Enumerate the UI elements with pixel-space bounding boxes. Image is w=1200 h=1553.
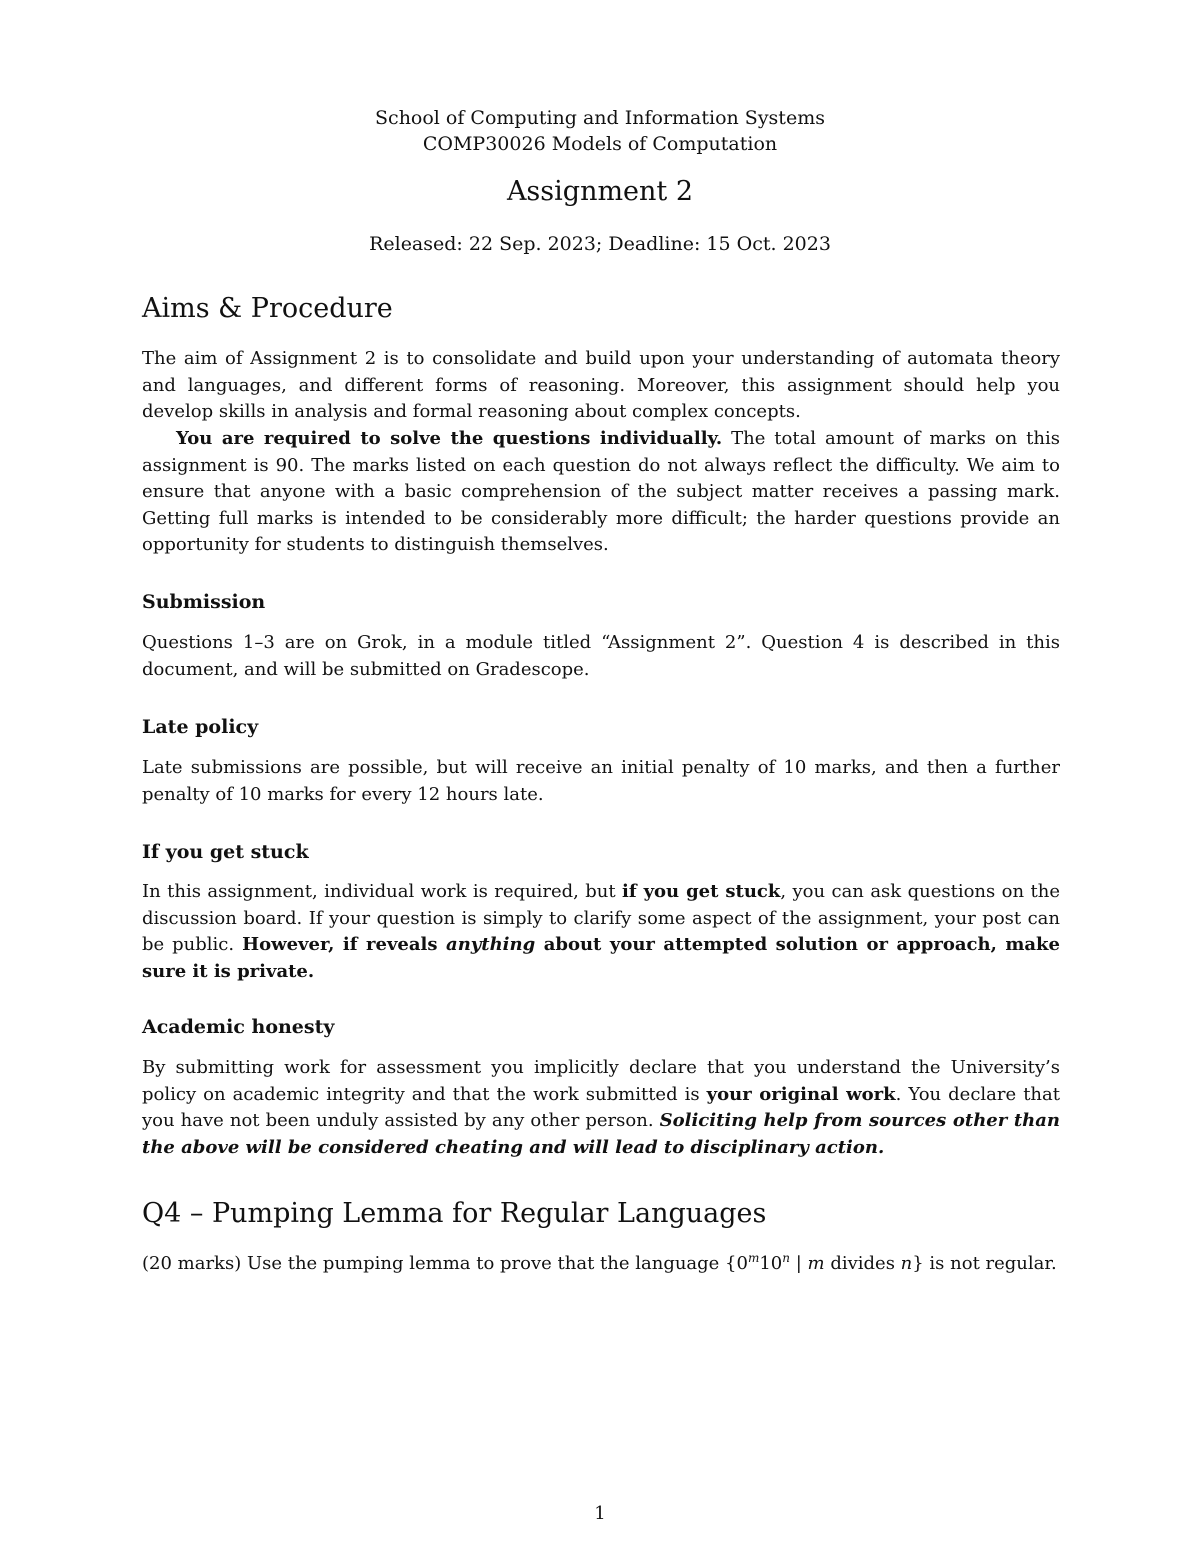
stuck-text-part: In this assignment, individual work is required, but [142, 881, 623, 902]
assignment-title: Assignment 2 [506, 176, 694, 207]
page-number: 1 [594, 1503, 606, 1524]
q4-heading: Q4 – Pumping Lemma for Regular Languages [142, 1198, 767, 1229]
q4-variable: n [900, 1253, 913, 1274]
stuck-emphasis: if you get stuck [622, 881, 781, 902]
stuck-text [142, 879, 1060, 985]
submission-text: Questions 1–3 are on Grok, in a module titled “Assignment 2”. Question 4 is described in this document, and will be submitted on Gradescope. [142, 632, 1060, 680]
q4-text-part: } is not regular. [912, 1253, 1057, 1274]
original-work-emphasis: your original work [706, 1083, 896, 1105]
late-policy-text: Late submissions are possible, but will receive an initial penalty of 10 marks, and then a further penalty of 10 marks for every 12 hours late. [142, 757, 1060, 805]
aims-paragraph-2-text: The total amount of marks on this assignment is 90. The marks listed on each question do not always reflect the difficulty. We aim to ensure that anyone with a basic comprehension of the subject matter receives a passing mark. Getting full marks is intended to be considerably more difficult; the harder questions provide an opportunity for students to distinguish themselves. [142, 428, 1060, 556]
q4-text-part: 10 [759, 1253, 783, 1274]
stuck-warning-emphasis: anything [446, 934, 536, 956]
q4-exponent: m [747, 1251, 760, 1265]
q4-text-part: | [790, 1253, 808, 1274]
stuck-warning: about your attempted solution or approach, make sure it is private. [142, 934, 1060, 982]
aims-heading: Aims & Procedure [142, 293, 393, 324]
q4-question-text [142, 1251, 1060, 1278]
course-name: COMP30026 Models of Computation [422, 133, 778, 155]
academic-honesty-heading: Academic honesty [142, 1016, 335, 1038]
stuck-warning: However, if reveals [242, 934, 447, 956]
late-policy-heading: Late policy [142, 716, 259, 738]
honesty-text-part: By submitting work for assessment you implicitly declare that you understand the University’s policy on academic integrity and that the work submitted is [142, 1057, 1060, 1105]
q4-text-part: (20 marks) Use the pumping lemma to prove that the language {0 [142, 1253, 748, 1274]
stuck-text-part: , you can ask questions on the discussion board. If your question is simply to clarify some aspect of the assignment, your post can be public. [142, 881, 1060, 956]
cheating-warning: Soliciting help from sources other than the above will be considered cheating and will lead to disciplinary action. [142, 1110, 1060, 1158]
aims-paragraph-1: The aim of Assignment 2 is to consolidate and build upon your understanding of automata theory and languages, and different forms of reasoning. Moreover, this assignment should help you develop skills in analysis and formal reasoning about complex concepts. [142, 348, 1060, 423]
individual-requirement: You are required to solve the questions individually. [176, 428, 723, 449]
school-name: School of Computing and Information Systems [375, 107, 825, 129]
academic-honesty-text [142, 1055, 1060, 1161]
q4-text-part: divides [824, 1253, 901, 1274]
aims-paragraph-2 [142, 426, 1060, 559]
q4-variable: m [807, 1253, 825, 1274]
release-deadline-dates: Released: 22 Sep. 2023; Deadline: 15 Oct. 2023 [369, 233, 831, 255]
q4-exponent: n [782, 1251, 790, 1265]
submission-heading: Submission [142, 591, 266, 613]
stuck-heading: If you get stuck [142, 841, 309, 863]
honesty-text-part: . You declare that you have not been unduly assisted by any other person. [142, 1083, 1060, 1132]
